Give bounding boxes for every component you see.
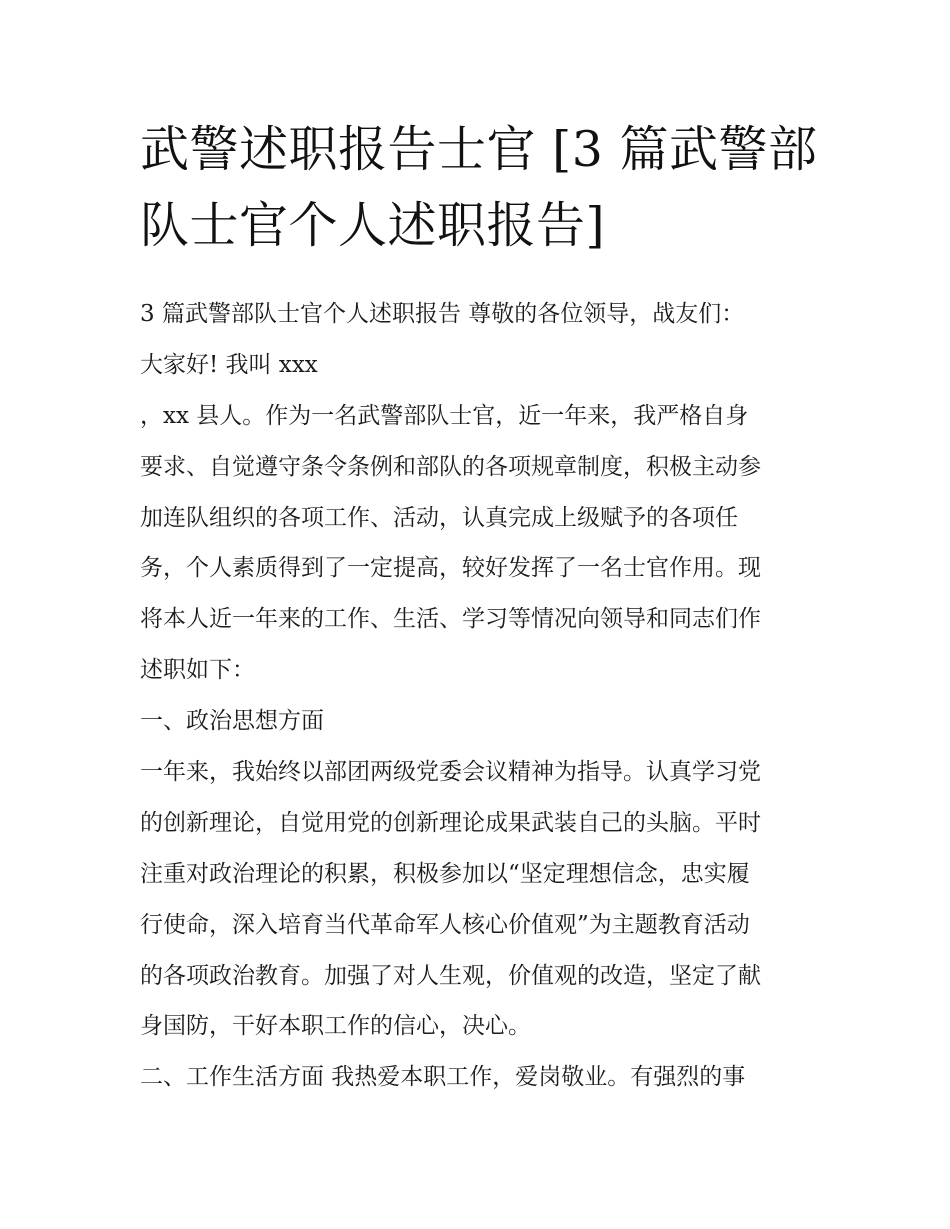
document-body (140, 289, 830, 1103)
body-line: 注重对政治理论的积累，积极参加以“坚定理想信念，忠实履 (140, 860, 750, 887)
body-line: 的创新理论，自觉用党的创新理论成果武装自己的头脑。平时 (140, 809, 761, 836)
body-line: 加连队组织的各项工作、活动，认真完成上级赋予的各项任 (140, 504, 738, 531)
body-line: 述职如下： (140, 657, 255, 684)
body-line: 的各项政治教育。加强了对人生观，价值观的改造，坚定了献 (140, 962, 761, 989)
body-line: 行使命，深入培育当代革命军人核心价值观”为主题教育活动 (140, 911, 750, 938)
title-line-2: 队士官个人述职报告] (140, 197, 606, 254)
body-line: 3 篇武警部队士官个人述职报告 尊敬的各位领导，战友们： (140, 301, 745, 327)
body-line: 将本人近一年来的工作、生活、学习等情况向领导和同志们作 (140, 606, 761, 633)
section-heading: 二、工作生活方面 我热爱本职工作，爱岗敬业。有强烈的事 (140, 1064, 746, 1091)
document-title (140, 112, 830, 264)
body-line: 要求、自觉遵守条令条例和部队的各项规章制度，积极主动参 (140, 453, 761, 480)
document-page (140, 112, 830, 1103)
body-line: 身国防，干好本职工作的信心，决心。 (140, 1013, 531, 1040)
title-line-1: 武警述职报告士官 [3 篇武警部 (140, 121, 818, 178)
body-line: ，xx 县人。作为一名武警部队士官，近一年来，我严格自身 (140, 402, 749, 429)
body-line: 务，个人素质得到了一定提高，较好发挥了一名士官作用。现 (140, 555, 761, 582)
section-heading: 一、政治思想方面 (140, 708, 324, 735)
body-line: 一年来，我始终以部团两级党委会议精神为指导。认真学习党 (140, 759, 761, 786)
body-line: 大家好! 我叫 xxx (140, 351, 318, 378)
